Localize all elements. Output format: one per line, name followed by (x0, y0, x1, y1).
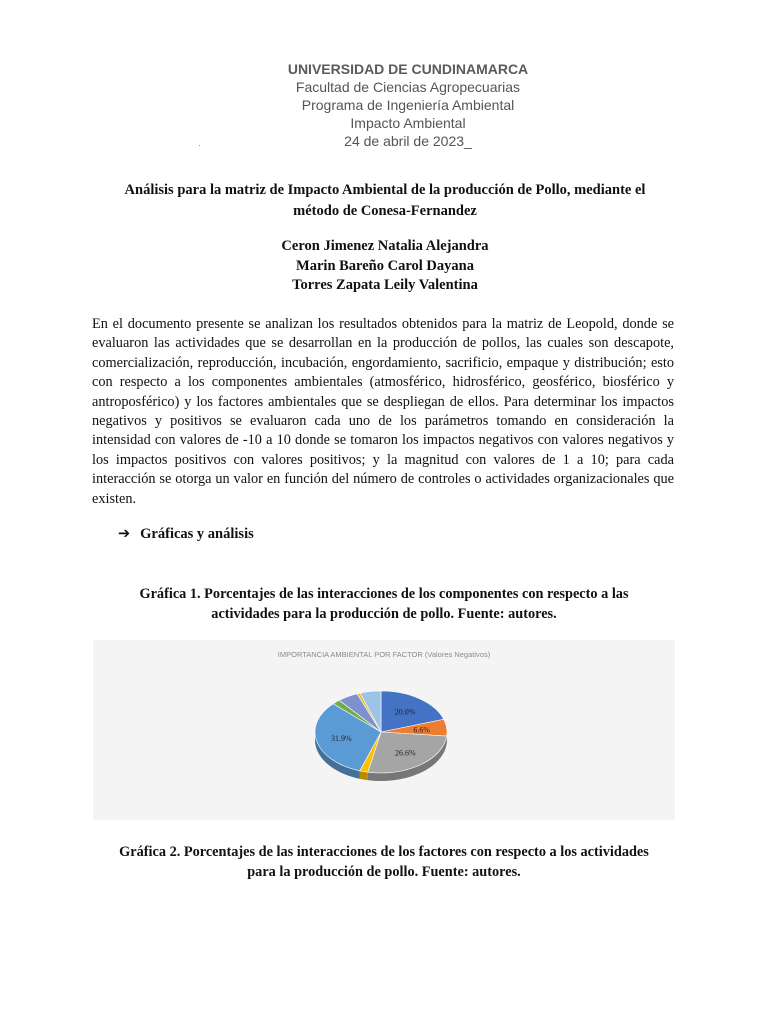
faculty-name: Facultad de Ciencias Agropecuarias (295, 79, 521, 95)
author-list (80, 237, 690, 296)
caption-2-line-1: Gráfica 2. Porcentajes de las interacciones de los factores con respecto a los actividades (119, 844, 649, 860)
pie-chart-svg (93, 640, 675, 820)
program-name: Programa de Ingeniería Ambiental (301, 97, 515, 113)
university-name: UNIVERSIDAD DE CUNDINAMARCA (287, 61, 529, 77)
title-line-2: método de Conesa-Fernandez (293, 203, 477, 219)
caption-1-line-1: Gráfica 1. Porcentajes de las interacciones de los componentes con respecto a las (139, 586, 629, 602)
pie-data-label-1: 6.6% (413, 725, 431, 735)
pie-data-label-4: 31.9% (330, 734, 352, 744)
author-2: Marin Bareño Carol Dayana (296, 257, 474, 274)
section-bullet-label: Gráficas y análisis (140, 526, 254, 542)
document-header (0, 60, 768, 150)
pie-chart (93, 640, 675, 820)
pie-data-label-0: 20.0% (394, 707, 416, 717)
document-date: 24 de abril de 2023_ (344, 133, 472, 149)
document-title (80, 180, 690, 222)
figure-2-caption (40, 842, 728, 882)
stray-mark: · (198, 140, 201, 150)
author-1: Ceron Jimenez Natalia Alejandra (281, 238, 489, 254)
pie-data-label-2: 26.6% (394, 748, 416, 758)
title-line-1: Análisis para la matriz de Impacto Ambiental de la producción de Pollo, mediante el (124, 182, 646, 198)
course-name: Impacto Ambiental (350, 115, 466, 131)
author-3: Torres Zapata Leily Valentina (292, 277, 478, 293)
figure-1-caption (60, 584, 708, 624)
body-paragraph: En el documento presente se analizan los resultados obtenidos para la matriz de Leopold, donde se evaluaron las actividades que se desarrollan en la producción de pollos, las cuales son descapote, comercialización, reproducción, incubación, engordamiento, sacrificio, empaque y distribución; esto con respecto a los componentes ambientales (atmosférico, hidrosférico, geosférico, biosférico y antroposférico) y los factores ambientales que se despliegan de ellos. Para determinar los impactos negativos y positivos se evaluaron cada uno de los parámetros tomando en consideración la intensidad con valores de -10 a 10 donde se tomaron los impactos negativos con valores negativos y los impactos positivos con valores positivos; y la magnitud con valores de 1 a 10; para cada interacción se otorga un valor en función del número de controles o actividades organizacionales que existen. (92, 316, 674, 507)
chart-title: IMPORTANCIA AMBIENTAL POR FACTOR (Valores Negativos) (277, 650, 491, 659)
section-bullet (118, 526, 254, 543)
caption-2-line-2: para la producción de pollo. Fuente: autores. (247, 864, 521, 880)
arrow-icon: ➔ (118, 526, 131, 542)
caption-1-line-2: actividades para la producción de pollo. Fuente: autores. (211, 606, 557, 622)
